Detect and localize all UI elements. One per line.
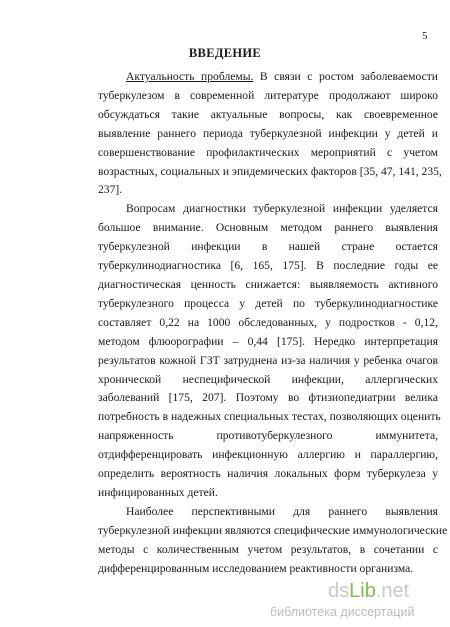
paragraph-line: туберкулезной инфекции в нашей стране остается	[98, 240, 438, 254]
watermark-subtitle: библиотека диссертаций	[270, 605, 415, 619]
paragraph-line: инфицированных детей.	[98, 485, 218, 499]
body-text	[98, 68, 448, 578]
paragraph-line: заболеваний [175, 207]. Поэтому во фтизиопедиатрии велика	[98, 391, 438, 405]
paragraph-line: 237].	[98, 183, 123, 197]
paragraph-line: методом флюорографии – 0,44 [175]. Нередко интерпретация	[98, 334, 438, 348]
paragraph-line: туберкулинодиагностика [6, 165, 175]. В последние годы ее	[98, 259, 438, 273]
paragraph-line: туберкулезного процесса у детей по туберкулинодиагностике	[98, 296, 438, 310]
paragraph-line: туберкулезом в современной литературе продолжают широко	[98, 88, 438, 102]
page-number: 5	[422, 30, 428, 42]
topic-lead: Актуальность проблемы.	[126, 70, 254, 83]
paragraph-line: составляет 0,22 на 1000 обследованных, у подростков - 0,12,	[98, 315, 438, 329]
section-heading: ВВЕДЕНИЕ	[188, 46, 262, 60]
watermark-logo: dsLib.net	[328, 580, 410, 602]
paragraph-line: определить вероятность наличия локальных форм туберкулеза у	[98, 467, 438, 481]
paragraph-line: диагностическая ценность снижается: выявляемость активного	[98, 277, 438, 291]
paragraph-line: большое внимание. Основным методом раннего выявления	[98, 221, 438, 235]
paragraph-line: хронической неспецифической инфекции, аллергических	[98, 372, 438, 386]
paragraph-line: Наиболее перспективными для раннего выявления	[126, 504, 438, 518]
paragraph-line: отдифференцировать инфекционную аллергию и параллергию,	[98, 448, 438, 462]
paragraph-line: Актуальность проблемы. В связи с ростом заболеваемости	[126, 70, 438, 83]
paragraph-line: результатов кожной ГЗТ затруднена из-за наличия у ребенка очагов	[98, 353, 438, 367]
paragraph-line: напряженность противотуберкулезного иммунитета,	[98, 429, 438, 443]
paragraph-line: методы с количественным учетом результатов, в сочетании с	[98, 542, 438, 556]
paragraph-line: дифференцированным исследованием реактивности организма.	[98, 561, 414, 575]
paragraph-line: потребность в надежных специальных тестах, позволяющих оценить	[98, 410, 441, 424]
paragraph-line: возрастных, социальных и эпидемических факторов [35, 47, 141, 235,	[98, 164, 442, 178]
paragraph-line: Вопросам диагностики туберкулезной инфекции уделяется	[126, 202, 438, 216]
paragraph-line: обсуждаться такие актуальные вопросы, как своевременное	[98, 107, 438, 121]
watermark	[268, 580, 444, 622]
paragraph-line: выявление раннего периода туберкулезной инфекции у детей и	[98, 126, 438, 140]
paragraph-line: совершенствование профилактических мероприятий с учетом	[98, 145, 438, 159]
paragraph-line: туберкулезной инфекции являются специфические иммунологические	[98, 523, 448, 537]
